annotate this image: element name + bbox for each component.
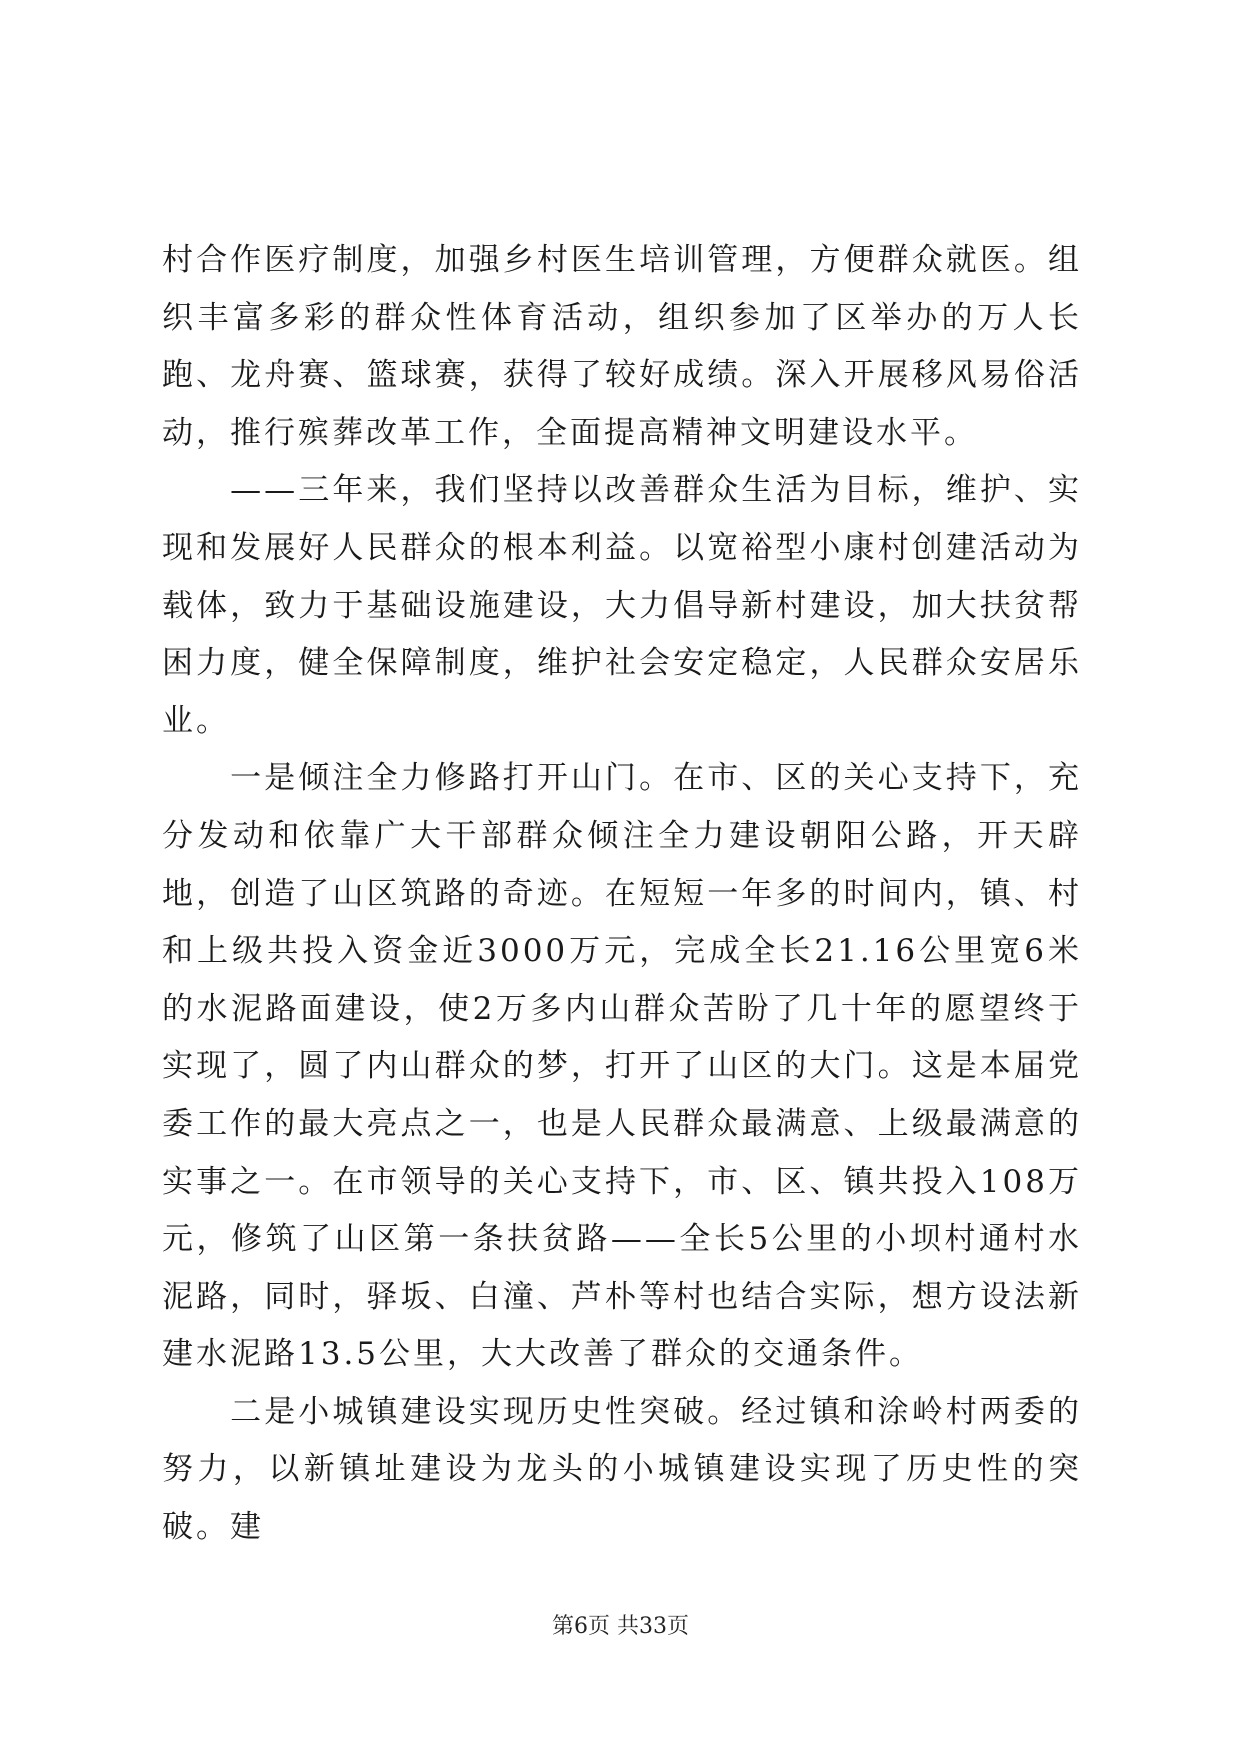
paragraph-1: 村合作医疗制度，加强乡村医生培训管理，方便群众就医。组织丰富多彩的群众性体育活动，组织参加了区举办的万人长跑、龙舟赛、篮球赛，获得了较好成绩。深入开展移风易俗活动，推行殡葬改革工作，全面提高精神文明建设水平。	[162, 242, 1082, 451]
paragraph-2: ——三年来，我们坚持以改善群众生活为目标，维护、实现和发展好人民群众的根本利益。以宽裕型小康村创建活动为载体，致力于基础设施建设，大力倡导新村建设，加大扶贫帮困力度，健全保障制度，维护社会安定稳定，人民群众安居乐业。	[162, 472, 1082, 739]
body-text	[162, 232, 1082, 1557]
paragraph-4: 二是小城镇建设实现历史性突破。经过镇和涂岭村两委的努力，以新镇址建设为龙头的小城镇建设实现了历史性的突破。建	[162, 1393, 1082, 1546]
page-number-footer: 第6页 共33页	[552, 1614, 689, 1639]
paragraph-3: 一是倾注全力修路打开山门。在市、区的关心支持下，充分发动和依靠广大干部群众倾注全力建设朝阳公路，开天辟地，创造了山区筑路的奇迹。在短短一年多的时间内，镇、村和上级共投入资金近3000万元，完成全长21.16公里宽6米的水泥路面建设，使2万多内山群众苦盼了几十年的愿望终于实现了，圆了内山群众的梦，打开了山区的大门。这是本届党委工作的最大亮点之一，也是人民群众最满意、上级最满意的实事之一。在市领导的关心支持下，市、区、镇共投入108万元，修筑了山区第一条扶贫路——全长5公里的小坝村通村水泥路，同时，驿坂、白潼、芦朴等村也结合实际，想方设法新建水泥路13.5公里，大大改善了群众的交通条件。	[162, 760, 1082, 1373]
